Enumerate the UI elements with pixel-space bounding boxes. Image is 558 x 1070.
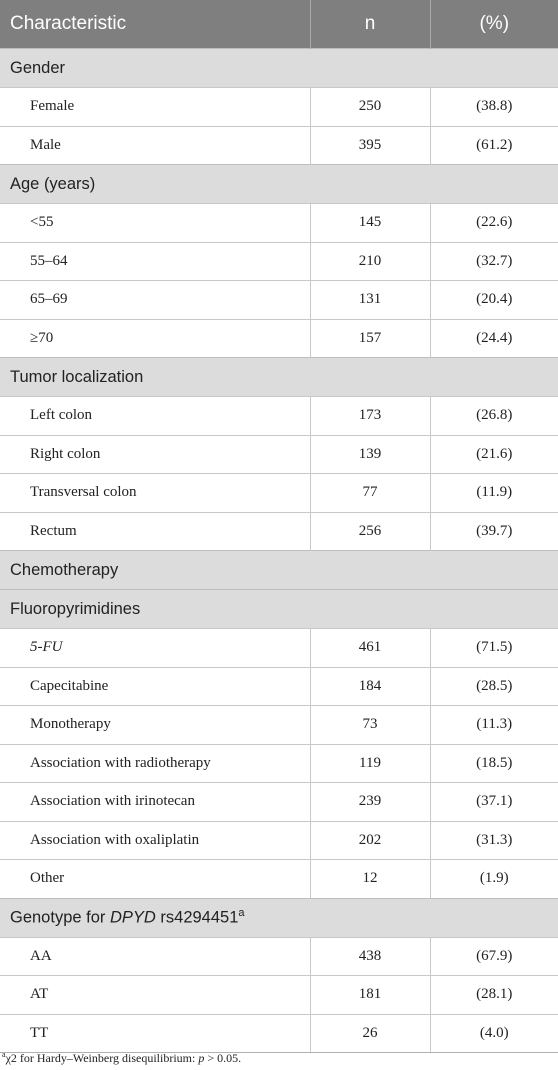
row-percent: (24.4) [430,319,558,358]
table-row [0,242,558,281]
section-tumor-localization [0,358,558,397]
row-n: 73 [310,706,430,745]
row-percent: (26.8) [430,397,558,436]
subsection-blank [430,590,558,629]
row-n: 77 [310,474,430,513]
table-row [0,512,558,551]
section-title-gene: DPYD [109,908,156,927]
row-n: 202 [310,821,430,860]
row-percent: (18.5) [430,744,558,783]
row-n: 438 [310,937,430,976]
footnote-p: p [198,1051,205,1065]
row-n: 256 [310,512,430,551]
subsection-title: Fluoropyrimidines [0,590,310,629]
table-row [0,1014,558,1053]
row-label: Association with irinotecan [0,783,310,822]
row-percent: (37.1) [430,783,558,822]
row-label: Monotherapy [0,706,310,745]
row-percent: (22.6) [430,204,558,243]
row-n: 26 [310,1014,430,1053]
table-header [0,0,558,49]
row-n: 461 [310,629,430,668]
row-n: 131 [310,281,430,320]
row-percent: (61.2) [430,126,558,165]
row-percent: (11.3) [430,706,558,745]
row-label: Female [0,88,310,127]
table-row [0,976,558,1015]
header-n: n [310,0,430,49]
table-footnote [2,1050,241,1066]
row-label: Other [0,860,310,899]
section-age [0,165,558,204]
row-n: 145 [310,204,430,243]
header-characteristic: Characteristic [0,0,310,49]
row-percent: (32.7) [430,242,558,281]
row-label: TT [0,1014,310,1053]
row-label: Rectum [0,512,310,551]
row-n: 139 [310,435,430,474]
row-n: 119 [310,744,430,783]
table-row [0,88,558,127]
table-row [0,860,558,899]
row-n: 12 [310,860,430,899]
row-percent: (21.6) [430,435,558,474]
row-percent: (38.8) [430,88,558,127]
table-row [0,667,558,706]
header-percent: (%) [430,0,558,49]
section-title-post: rs4294451 [155,908,239,927]
section-title: Chemotherapy [0,551,558,590]
row-percent: (1.9) [430,860,558,899]
row-n: 181 [310,976,430,1015]
row-label: Capecitabine [0,667,310,706]
row-label: AA [0,937,310,976]
table-row [0,706,558,745]
section-genotype [0,898,558,937]
row-n: 173 [310,397,430,436]
subsection-blank [310,590,430,629]
section-title-pre: Genotype for [10,908,110,927]
section-title [0,898,558,937]
row-percent: (71.5) [430,629,558,668]
row-label: 5-FU [0,629,310,668]
section-chemotherapy [0,551,558,590]
row-percent: (28.1) [430,976,558,1015]
section-gender [0,49,558,88]
table-row [0,319,558,358]
table-row [0,474,558,513]
row-n: 239 [310,783,430,822]
row-n: 395 [310,126,430,165]
section-title: Tumor localization [0,358,558,397]
section-title: Age (years) [0,165,558,204]
row-percent: (39.7) [430,512,558,551]
table-row [0,821,558,860]
row-label: Association with oxaliplatin [0,821,310,860]
row-percent: (20.4) [430,281,558,320]
table-row [0,204,558,243]
table-row [0,126,558,165]
row-label: 65–69 [0,281,310,320]
table-row [0,744,558,783]
row-label: Right colon [0,435,310,474]
row-n: 210 [310,242,430,281]
row-label: Association with radiotherapy [0,744,310,783]
row-label: <55 [0,204,310,243]
footnote-text-post: > 0.05. [204,1051,242,1065]
row-label: ≥70 [0,319,310,358]
subsection-fluoropyrimidines [0,590,558,629]
row-percent: (4.0) [430,1014,558,1053]
row-percent: (67.9) [430,937,558,976]
row-label: AT [0,976,310,1015]
footnote-text-pre: χ2 for Hardy–Weinberg disequilibrium: [5,1051,199,1065]
row-percent: (31.3) [430,821,558,860]
table-row [0,435,558,474]
row-label: Left colon [0,397,310,436]
table-row [0,783,558,822]
table-row [0,629,558,668]
section-title: Gender [0,49,558,88]
row-percent: (28.5) [430,667,558,706]
table-row [0,937,558,976]
row-n: 157 [310,319,430,358]
table-row [0,281,558,320]
row-label: 55–64 [0,242,310,281]
row-label: Male [0,126,310,165]
row-n: 250 [310,88,430,127]
row-percent: (11.9) [430,474,558,513]
footnote-marker: a [238,907,245,920]
footnote-marker: a [2,1050,6,1059]
row-n: 184 [310,667,430,706]
table-row [0,397,558,436]
row-label: Transversal colon [0,474,310,513]
